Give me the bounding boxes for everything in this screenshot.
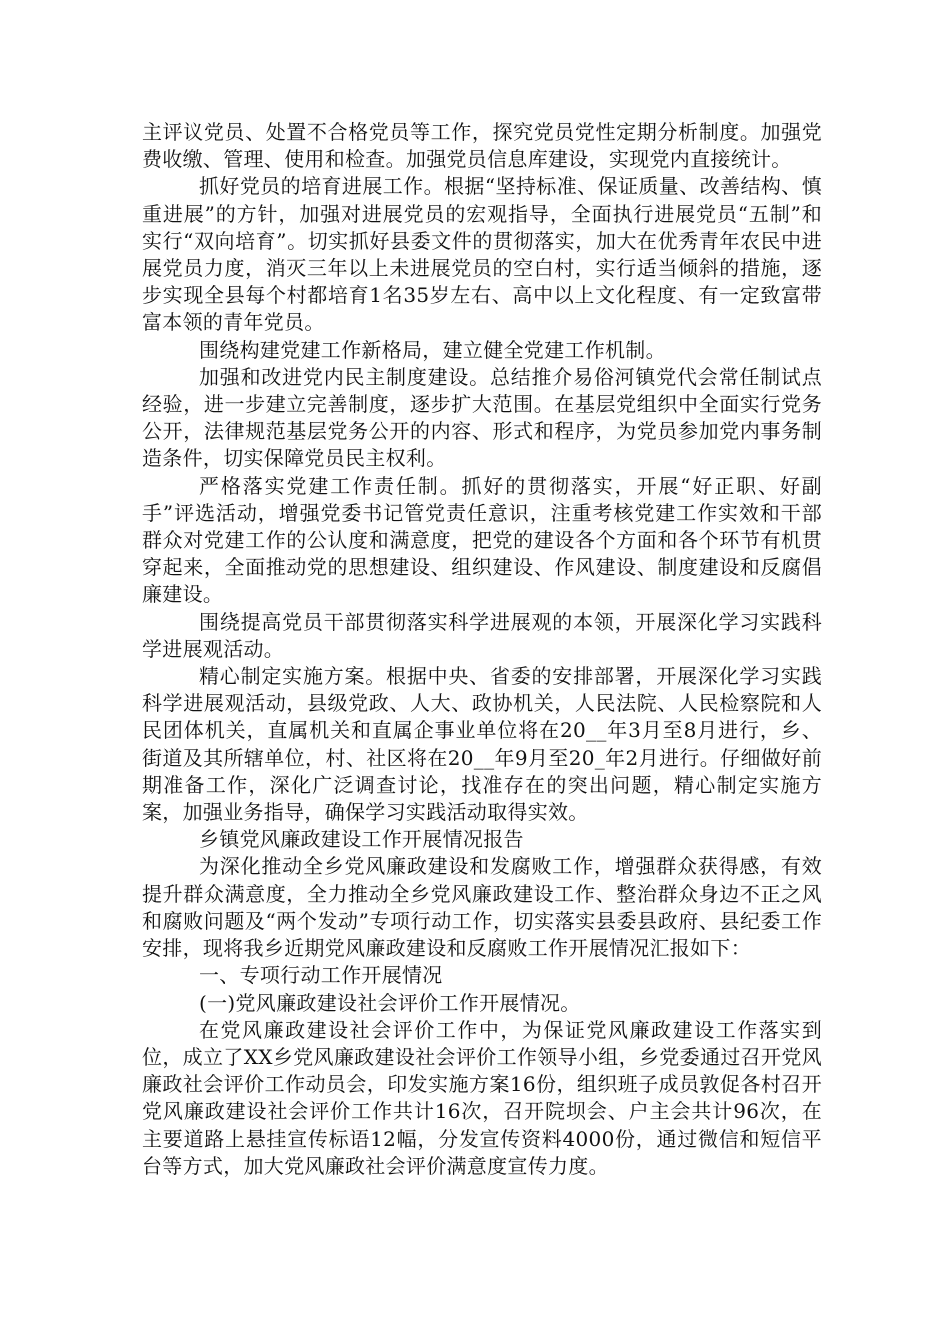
paragraph-1: 主评议党员、处置不合格党员等工作，探究党员党性定期分析制度。加强党费收缴、管理、使用和检查。加强党员信息库建设，实现党内直接统计。 — [142, 120, 822, 172]
paragraph-6: 围绕提高党员干部贯彻落实科学进展观的本领，开展深化学习实践科学进展观活动。 — [142, 609, 822, 661]
paragraph-3: 围绕构建党建工作新格局，建立健全党建工作机制。 — [199, 337, 666, 362]
paragraph-2: 抓好党员的培育进展工作。根据“坚持标准、保证质量、改善结构、慎重进展”的方针，加强对进展党员的宏观指导，全面执行进展党员“五制”和实行“双向培育”。切实抓好县委文件的贯彻落实，加大在优秀青年农民中进展党员力度，消灭三年以上未进展党员的空白村，实行适当倾斜的措施，逐步实现全县每个村都培育1名35岁左右、高中以上文化程度、有一定致富带富本领的青年党员。 — [142, 174, 822, 335]
document-body — [142, 119, 822, 1180]
paragraph-12: 在党风廉政建设社会评价工作中，为保证党风廉政建设工作落实到位，成立了XX乡党风廉政建设社会评价工作领导小组，乡党委通过召开党风廉政社会评价工作动员会，印发实施方案16份，组织班子成员敦促各村召开党风廉政建设社会评价工作共计16次，召开院坝会、户主会共计96次，在主要道路上悬挂宣传标语12幅，分发宣传资料4000份，通过微信和短信平台等方式，加大党风廉政社会评价满意度宣传力度。 — [142, 1017, 822, 1178]
paragraph-5: 严格落实党建工作责任制。抓好的贯彻落实，开展“好正职、好副手”评选活动，增强党委书记管党责任意识，注重考核党建工作实效和干部群众对党建工作的公认度和满意度，把党的建设各个方面和各个环节有机贯穿起来，全面推动党的思想建设、组织建设、作风建设、制度建设和反腐倡廉建设。 — [142, 473, 822, 607]
paragraph-9: 为深化推动全乡党风廉政建设和发腐败工作，增强群众获得感，有效提升群众满意度，全力推动全乡党风廉政建设工作、整治群众身边不正之风和腐败问题及“两个发动”专项行动工作，切实落实县委县政府、县纪委工作安排，现将我乡近期党风廉政建设和反腐败工作开展情况汇报如下： — [142, 854, 822, 961]
paragraph-7: 精心制定实施方案。根据中央、省委的安排部署，开展深化学习实践科学进展观活动，县级党政、人大、政协机关，人民法院、人民检察院和人民团体机关，直属机关和直属企事业单位将在20__年3月至8月进行，乡、街道及其所辖单位，村、社区将在20__年9月至20_年2月进行。仔细做好前期准备工作，深化广泛调查讨论，找准存在的突出问题，精心制定实施方案，加强业务指导，确保学习实践活动取得实效。 — [142, 664, 822, 825]
report-title: 乡镇党风廉政建设工作开展情况报告 — [199, 827, 524, 852]
section-heading-1: 一、专项行动工作开展情况 — [199, 963, 443, 988]
subsection-heading-1: (一)党风廉政建设社会评价工作开展情况。 — [199, 990, 581, 1015]
paragraph-4: 加强和改进党内民主制度建设。总结推介易俗河镇党代会常任制试点经验，进一步建立完善制度，逐步扩大范围。在基层党组织中全面实行党务公开，法律规范基层党务公开的内容、形式和程序，为党员参加党内事务制造条件，切实保障党员民主权利。 — [142, 364, 822, 471]
